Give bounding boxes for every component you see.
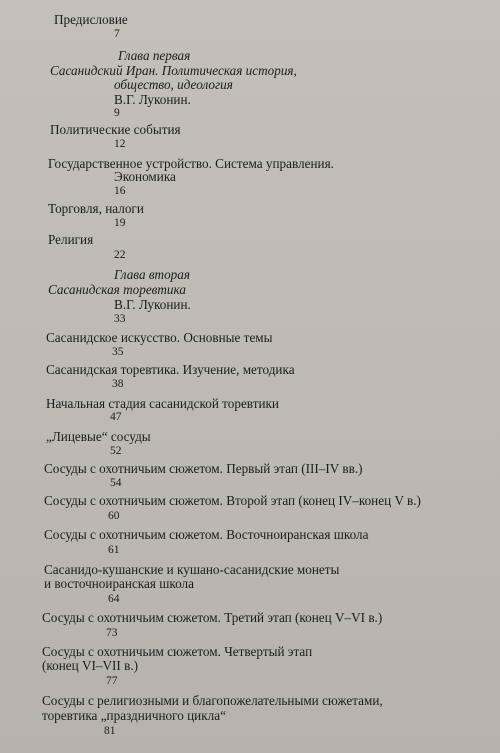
toc-page-number: 9 bbox=[114, 107, 120, 119]
toc-page-number: 54 bbox=[110, 477, 122, 489]
toc-page-number: 61 bbox=[108, 544, 120, 556]
toc-page-number: 38 bbox=[112, 378, 124, 390]
chapter-author: В.Г. Луконин. bbox=[114, 297, 191, 312]
toc-entry-title: Сосуды с охотничьим сюжетом. Четвертый этап bbox=[42, 644, 313, 659]
toc-page-number: 7 bbox=[114, 28, 120, 40]
toc-page-number: 64 bbox=[108, 593, 120, 605]
toc-entry-title: Религия bbox=[48, 232, 94, 247]
toc-entry-title: Предисловие bbox=[54, 12, 128, 27]
toc-page-number: 81 bbox=[104, 725, 116, 737]
toc-page-number: 19 bbox=[114, 217, 126, 229]
toc-entry-title: Государственное устройство. Система управления. bbox=[48, 156, 334, 171]
chapter-title-line: Сасанидский Иран. Политическая история, bbox=[50, 63, 297, 78]
toc-page-number: 22 bbox=[114, 249, 126, 261]
toc-entry-title: Торговля, налоги bbox=[48, 201, 144, 216]
toc-page-number: 73 bbox=[106, 627, 118, 639]
toc-entry-title-cont: торевтика „праздничного цикла“ bbox=[42, 708, 226, 723]
toc-entry-title: Сасанидо-кушанские и кушано-сасанидские монеты bbox=[44, 562, 340, 577]
chapter-title-line: общество, идеология bbox=[114, 77, 233, 92]
toc-entry-title-cont: и восточноиранская школа bbox=[44, 576, 194, 591]
chapter-author: В.Г. Луконин. bbox=[114, 92, 191, 107]
toc-entry-title-cont: Экономика bbox=[114, 169, 176, 184]
toc-page-number: 12 bbox=[114, 138, 126, 150]
toc-page-number: 33 bbox=[114, 313, 126, 325]
chapter-heading: Глава первая bbox=[118, 48, 191, 63]
toc-page-number: 60 bbox=[108, 510, 120, 522]
chapter-heading: Глава вторая bbox=[114, 267, 190, 282]
toc-page-number: 77 bbox=[106, 675, 118, 687]
toc-entry-title: „Лицевые“ сосуды bbox=[46, 429, 151, 444]
toc-entry-title-cont: (конец VI–VII в.) bbox=[42, 658, 139, 673]
toc-page-number: 16 bbox=[114, 185, 126, 197]
toc-entry-title: Сосуды с охотничьим сюжетом. Восточноиранская школа bbox=[44, 527, 369, 542]
toc-page-number: 35 bbox=[112, 346, 124, 358]
toc-entry-title: Начальная стадия сасанидской торевтики bbox=[46, 396, 279, 411]
toc-entry-title: Политические события bbox=[50, 122, 181, 137]
toc-entry-title: Сосуды с охотничьим сюжетом. Второй этап (конец IV–конец V в.) bbox=[44, 493, 421, 508]
toc-page-number: 52 bbox=[110, 445, 122, 457]
toc-entry-title: Сосуды с религиозными и благопожелательными сюжетами, bbox=[42, 693, 383, 708]
toc-entry-title: Сасанидская торевтика. Изучение, методика bbox=[46, 362, 295, 377]
chapter-title-line: Сасанидская торевтика bbox=[48, 282, 186, 297]
toc-entry-title: Сосуды с охотничьим сюжетом. Третий этап (конец V–VI в.) bbox=[42, 610, 383, 625]
toc-page-number: 47 bbox=[110, 411, 122, 423]
toc-entry-title: Сасанидское искусство. Основные темы bbox=[46, 330, 273, 345]
toc-entry-title: Сосуды с охотничьим сюжетом. Первый этап (III–IV вв.) bbox=[44, 461, 363, 476]
